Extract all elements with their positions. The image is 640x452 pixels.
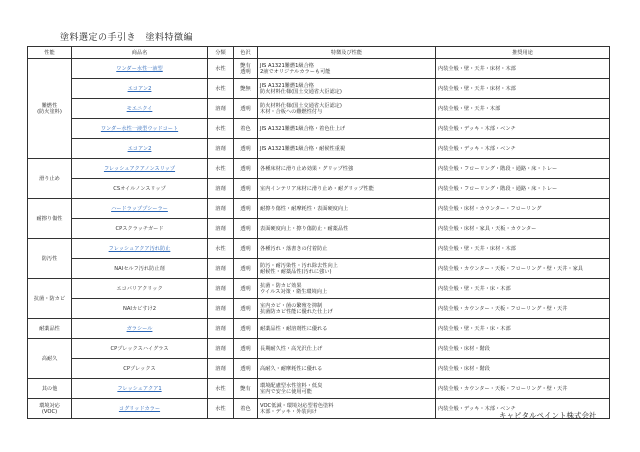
product-name: CPプレックス xyxy=(72,359,208,379)
product-name: CPプレックスハイグラス xyxy=(72,339,208,359)
table-row xyxy=(28,199,610,219)
gloss-cell: 艶有 xyxy=(234,379,258,399)
type-cell: 溶剤 xyxy=(208,219,234,239)
use-cell: 内装全般・壁・天井・床・木部 xyxy=(436,279,610,299)
category-cell: 滑り止め xyxy=(28,159,72,199)
gloss-cell: 艶無 xyxy=(234,79,258,99)
gloss-cell: 透明 xyxy=(234,359,258,379)
type-cell: 溶剤 xyxy=(208,259,234,279)
gloss-cell: 透明 xyxy=(234,259,258,279)
feature-cell: 防汚・耐汚染性・汚れ除去性向上 耐候性・耐薬品性(汚れに強い) xyxy=(258,259,436,279)
feature-cell: JIS A1321難燃1級合格 防火材料仕様(国土交通省大臣認定) xyxy=(258,79,436,99)
table-row xyxy=(28,159,610,179)
use-cell: 内装全般・デッキ・木部・ベンチ xyxy=(436,399,610,419)
type-cell: 溶剤 xyxy=(208,199,234,219)
category-cell: 其の他 xyxy=(28,379,72,399)
table-row xyxy=(28,259,610,279)
gloss-cell: 透明 xyxy=(234,219,258,239)
feature-cell: 室内カビ・菌の繁殖を抑制 抗菌防カビ性能に優れた仕上げ xyxy=(258,299,436,319)
header-performance: 性能 xyxy=(28,47,72,59)
product-name: CSオイルノンスリップ xyxy=(72,179,208,199)
use-cell: 内装全般・壁・天井・床材・木部 xyxy=(436,79,610,99)
feature-cell: 抗菌・防カビ効果 ウイルス対策・衛生環境向上 xyxy=(258,279,436,299)
table-row xyxy=(28,139,610,159)
product-name-link[interactable]: ワンダー水性一液型 xyxy=(72,59,208,79)
gloss-cell: 着色 xyxy=(234,119,258,139)
type-cell: 水性 xyxy=(208,59,234,79)
gloss-cell: 透明 xyxy=(234,99,258,119)
gloss-cell: 透明 xyxy=(234,239,258,259)
table-row xyxy=(28,319,610,339)
product-name: NAIセルフ汚れ防止剤 xyxy=(72,259,208,279)
feature-cell: 耐擦り傷性・耐摩耗性・表面硬度向上 xyxy=(258,199,436,219)
gloss-cell: 透明 xyxy=(234,139,258,159)
use-cell: 内装全般・壁・天井・床材・木部 xyxy=(436,59,610,79)
table-row xyxy=(28,239,610,259)
gloss-cell: 透明 xyxy=(234,199,258,219)
product-name-link[interactable]: フレッシュアクアノンスリップ xyxy=(72,159,208,179)
type-cell: 溶剤 xyxy=(208,359,234,379)
table-row xyxy=(28,59,610,79)
feature-cell: JIS A1321難燃1級合格・耐候性重視 xyxy=(258,139,436,159)
category-cell: 耐薬品性 xyxy=(28,319,72,339)
use-cell: 内装全般・床材・カウンター・フローリング xyxy=(436,199,610,219)
table-row xyxy=(28,219,610,239)
feature-cell: 高耐久・耐摩耗性に優れる xyxy=(258,359,436,379)
type-cell: 溶剤 xyxy=(208,279,234,299)
table-row xyxy=(28,379,610,399)
type-cell: 水性 xyxy=(208,399,234,419)
use-cell: 内装全般・床材・階段 xyxy=(436,339,610,359)
use-cell: 内装全般・壁・天井・床・木部 xyxy=(436,319,610,339)
product-name: NAIカビすけ2 xyxy=(72,299,208,319)
type-cell: 水性 xyxy=(208,79,234,99)
category-cell: 耐擦り傷性 xyxy=(28,199,72,239)
table-row xyxy=(28,179,610,199)
table-row xyxy=(28,339,610,359)
product-name-link[interactable]: ハードラッププシーラー xyxy=(72,199,208,219)
category-cell: 抗菌・防カビ xyxy=(28,279,72,319)
feature-cell: JIS A1321難燃1級合格・着色仕上げ xyxy=(258,119,436,139)
product-name: エコバリアクリック xyxy=(72,279,208,299)
use-cell: 内装全般・カウンター・天板・フローリング・壁・天井 xyxy=(436,299,610,319)
gloss-cell: 透明 xyxy=(234,299,258,319)
type-cell: 水性 xyxy=(208,239,234,259)
table-row xyxy=(28,359,610,379)
type-cell: 溶剤 xyxy=(208,99,234,119)
gloss-cell: 着色 xyxy=(234,399,258,419)
gloss-cell: 透明 xyxy=(234,279,258,299)
header-features: 特徴及び性能 xyxy=(258,47,436,59)
feature-cell: 長期耐久性・高光沢仕上げ xyxy=(258,339,436,359)
use-cell: 内装全般・カウンター・天板・フローリング・壁・天井 xyxy=(436,379,610,399)
paint-feature-table xyxy=(27,46,610,419)
type-cell: 水性 xyxy=(208,159,234,179)
product-name-link[interactable]: ガラシール xyxy=(72,319,208,339)
table-row xyxy=(28,99,610,119)
use-cell: 内装全般・壁・天井・木部 xyxy=(436,99,610,119)
use-cell: 内装全般・フローリング・階段・通路・床・トレー xyxy=(436,159,610,179)
feature-cell: 防火材料仕様(国土交通省大臣認定) 木材・合板への難燃性付与 xyxy=(258,99,436,119)
category-cell: 難燃性 (防火塗料) xyxy=(28,59,72,159)
use-cell: 内装全般・デッキ・木部・ベンチ xyxy=(436,139,610,159)
type-cell: 溶剤 xyxy=(208,179,234,199)
gloss-cell: 透明 xyxy=(234,339,258,359)
gloss-cell: 透明 xyxy=(234,319,258,339)
use-cell: 内装全般・壁・天井・床材・木部 xyxy=(436,239,610,259)
product-name-link[interactable]: モエニクイ xyxy=(72,99,208,119)
feature-cell: 室内インテリア床材に滑り止め・耐グリップ性能 xyxy=(258,179,436,199)
header-recommended-use: 推奨用途 xyxy=(436,47,610,59)
product-name-link[interactable]: フレッシュアクア汚れ防止 xyxy=(72,239,208,259)
feature-cell: 表面硬度向上・擦り傷防止・耐薬品性 xyxy=(258,219,436,239)
table-row xyxy=(28,119,610,139)
product-name-link[interactable]: ワンダー水性一液型ウッドコート xyxy=(72,119,208,139)
type-cell: 溶剤 xyxy=(208,319,234,339)
gloss-cell: 透明 xyxy=(234,179,258,199)
use-cell: 内装全般・床材・家具・天板・カウンター xyxy=(436,219,610,239)
feature-cell: 各種床材に滑り止め効果・グリップ性強 xyxy=(258,159,436,179)
use-cell: 内装全般・カウンター・天板・フローリング・壁・天井・家具 xyxy=(436,259,610,279)
page-title: 塗料選定の手引き 塗料特徴編 xyxy=(60,33,194,43)
feature-cell: JIS A1321難燃1級合格 2液でオリジナルカラーも可能 xyxy=(258,59,436,79)
table-row xyxy=(28,299,610,319)
header-gloss: 色沢 xyxy=(234,47,258,59)
category-cell: 防汚性 xyxy=(28,239,72,279)
table-row xyxy=(28,79,610,99)
category-cell: 環境対応 (VOC) xyxy=(28,399,72,419)
product-name: CPスクラッチガード xyxy=(72,219,208,239)
type-cell: 溶剤 xyxy=(208,339,234,359)
feature-cell: 環境配慮型水性塗料・低臭 室内で安全に使用可能 xyxy=(258,379,436,399)
table-header-row xyxy=(28,47,610,59)
use-cell: 内装全般・デッキ・木部・ベンチ xyxy=(436,119,610,139)
type-cell: 水性 xyxy=(208,379,234,399)
type-cell: 溶剤 xyxy=(208,139,234,159)
use-cell: 内装全般・床材・階段 xyxy=(436,359,610,379)
header-product-name: 商品名 xyxy=(72,47,208,59)
header-type: 分類 xyxy=(208,47,234,59)
category-cell: 高耐久 xyxy=(28,339,72,379)
product-name-link[interactable]: コグリッドカラー xyxy=(72,399,208,419)
feature-cell: VOC低減・環境対応型着色塗料 木部・デッキ・外装向け xyxy=(258,399,436,419)
use-cell: 内装全般・フローリング・階段・通路・床・トレー xyxy=(436,179,610,199)
type-cell: 水性 xyxy=(208,119,234,139)
product-name-link[interactable]: フレッシュアクア1 xyxy=(72,379,208,399)
product-name-link[interactable]: エコアン2 xyxy=(72,139,208,159)
type-cell: 溶剤 xyxy=(208,299,234,319)
feature-cell: 耐薬品性・耐溶剤性に優れる xyxy=(258,319,436,339)
gloss-cell: 透明 xyxy=(234,159,258,179)
company-name: キャピタルペイント株式会社 xyxy=(499,411,597,420)
gloss-cell: 艶有 透明 xyxy=(234,59,258,79)
table-row xyxy=(28,279,610,299)
feature-cell: 各種汚れ・落書きの付着防止 xyxy=(258,239,436,259)
product-name-link[interactable]: エコアン2 xyxy=(72,79,208,99)
